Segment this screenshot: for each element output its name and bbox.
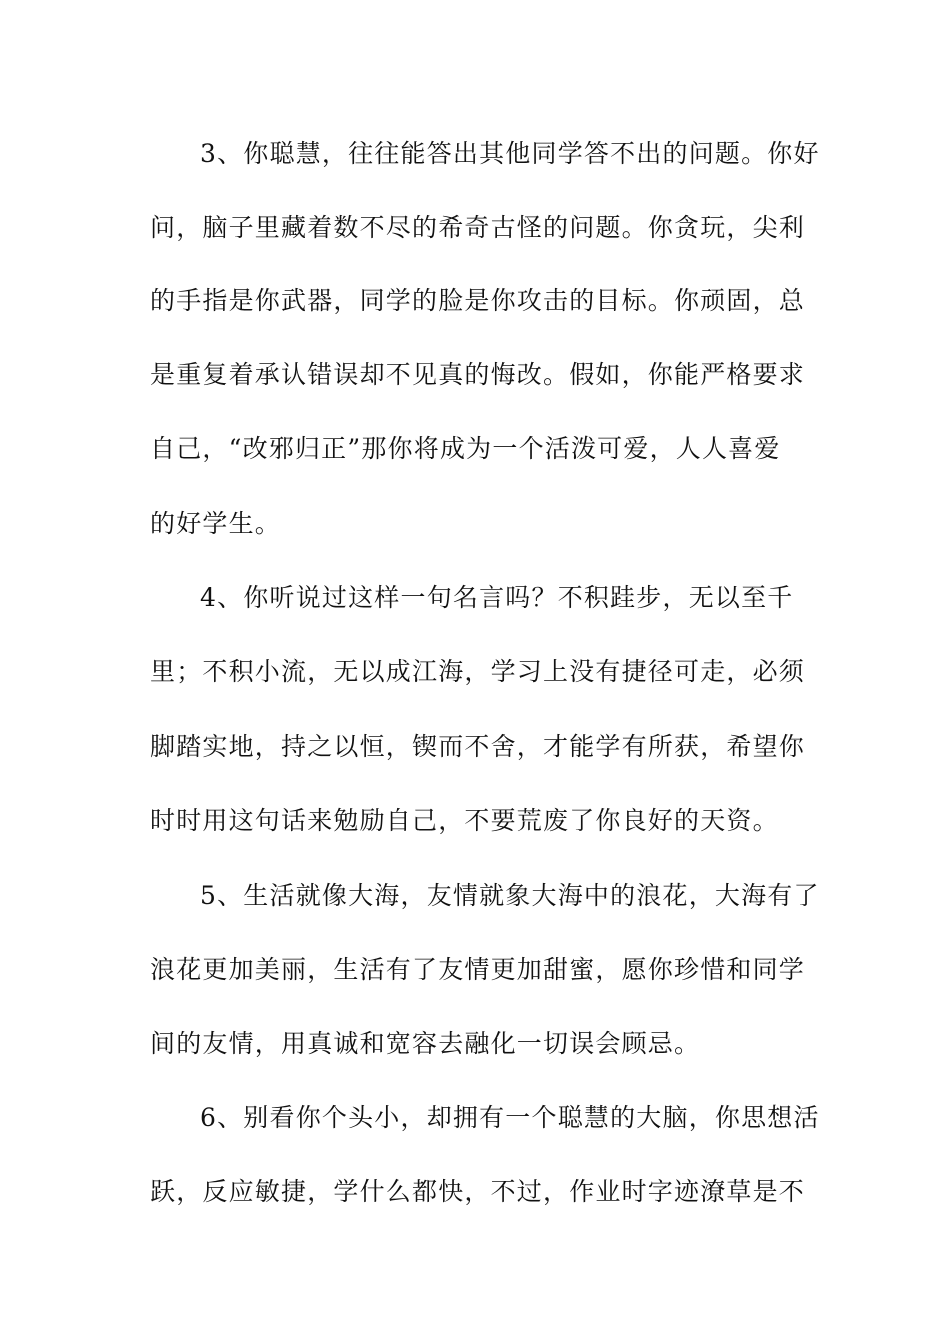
text-line: 浪花更加美丽，生活有了友情更加甜蜜，愿你珍惜和同学 [150, 955, 806, 984]
text-line: 5、生活就像大海，友情就象大海中的浪花，大海有了 [200, 881, 820, 910]
text-line: 里；不积小流，无以成江海，学习上没有捷径可走，必须 [150, 657, 806, 686]
text-line: 时时用这句话来勉励自己，不要荒废了你良好的天资。 [150, 806, 779, 835]
text-line: 4、你听说过这样一句名言吗？不积跬步，无以至千 [200, 583, 794, 612]
text-line: 脚踏实地，持之以恒，锲而不舍，才能学有所获，希望你 [150, 732, 806, 761]
text-line: 的手指是你武器，同学的脸是你攻击的目标。你顽固，总 [150, 286, 806, 315]
text-line: 问，脑子里藏着数不尽的希奇古怪的问题。你贪玩，尖利 [150, 213, 806, 242]
text-line: 是重复着承认错误却不见真的悔改。假如，你能严格要求 [150, 360, 806, 389]
text-line: 间的友情，用真诚和宽容去融化一切误会顾忌。 [150, 1029, 701, 1058]
text-line: 自己，“改邪归正”那你将成为一个活泼可爱，人人喜爱 [150, 434, 781, 463]
text-line: 的好学生。 [150, 509, 282, 538]
text-line: 6、别看你个头小，却拥有一个聪慧的大脑，你思想活 [200, 1103, 820, 1132]
text-line: 3、你聪慧，往往能答出其他同学答不出的问题。你好 [200, 139, 820, 168]
text-line: 跃，反应敏捷，学什么都快，不过，作业时字迹潦草是不 [150, 1177, 806, 1206]
